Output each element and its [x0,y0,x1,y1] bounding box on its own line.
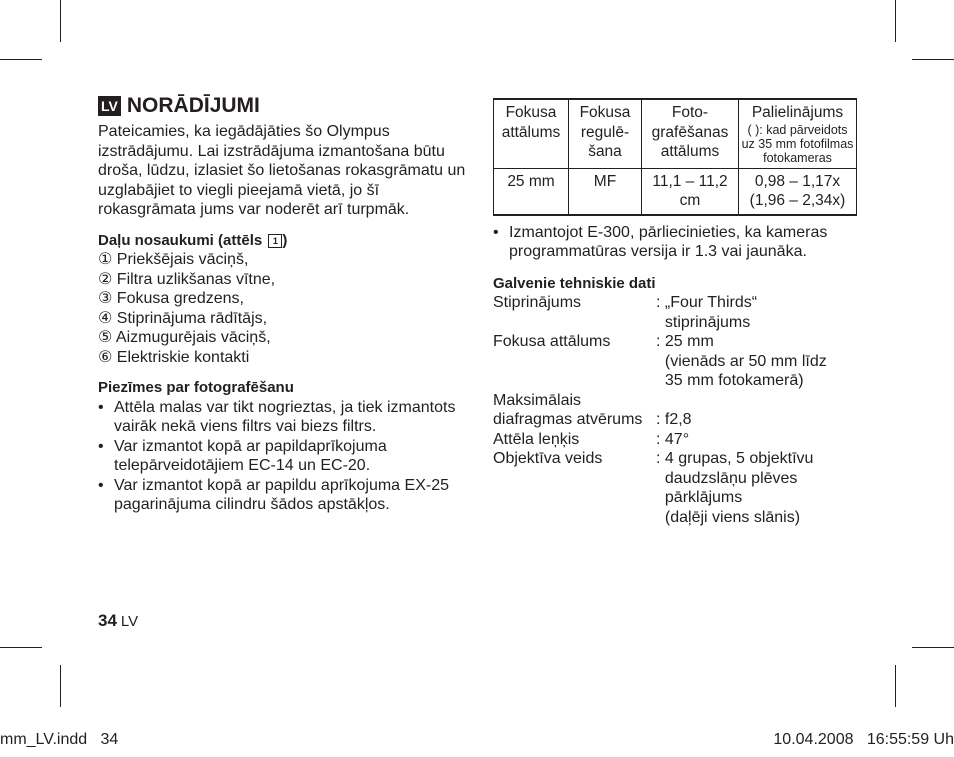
crop-mark [0,59,42,60]
spec-label: Maksimālais [493,391,582,409]
list-item: ⑤ Aizmugurējais vāciņš, [98,329,271,346]
crop-mark [895,0,896,42]
table-header-cell: Fokusa attālums [494,99,569,168]
intro-paragraph: Pateicamies, ka iegādājāties šo Olympus izstrādājumu. Lai izstrādājuma izmantošana būtu droša, lūdzu, izlasiet šo lietošanas rokasgrāmatu un uzglabājiet to viegli pieejamā vietā, jo šī rokasgrāmata jums var noderēt arī turpmāk. [98,123,466,218]
table-row [494,168,857,215]
spec-value: : 47° [656,430,690,448]
spec-label [493,371,656,391]
page-lang: LV [120,613,139,630]
page-title [98,92,468,120]
left-column [98,92,468,515]
list-item: ② Filtra uzlikšanas vītne, [98,270,276,288]
notes-list [98,398,468,515]
spec-label: Fokusa attālums [493,333,611,350]
spec-value: : „Four Thirds“ [656,294,758,311]
list-item: ⑥ Elektriskie kontakti [98,348,250,366]
table-header-cell [739,99,857,168]
crop-mark [60,665,61,707]
figure-ref-icon: 1 [268,234,282,248]
header-note: ( ): kad pārveidots uz 35 mm fotofilmas fotokameras [741,122,854,165]
list-item: ③ Fokusa gredzens, [98,290,244,307]
list-item [98,476,468,515]
table-header-cell: Foto-grafēšanas attālums [642,99,739,168]
bullet-icon: • [493,223,499,241]
parts-heading-end: ) [282,231,288,249]
page-number-value: 34 [98,611,117,630]
parts-heading-text: Daļu nosaukumi (attēls [98,231,267,249]
table-note [493,223,857,262]
table-cell: MF [569,168,642,215]
spec-value: 35 mm fotokamerā) [656,372,804,389]
crop-mark [912,59,954,60]
print-footer-datetime: 10.04.2008 16:55:59 Uh [773,731,954,748]
spec-label: Attēla leņķis [493,430,580,448]
bullet-icon: • [98,437,104,455]
spec-value: pārklājums [656,489,743,506]
table-header-cell: Fokusa regulē-šana [569,99,642,168]
note-text: Var izmantot kopā ar papildaprīkojuma telepārveidotājiem EC-14 un EC-20. [114,437,387,474]
spec-value: stiprinājums [656,313,751,331]
right-column [493,98,857,527]
notes-heading: Piezīmes par fotografēšanu [98,379,294,396]
header-label: Palielinājums [751,104,844,121]
list-item: ④ Stiprinājuma rādītājs, [98,309,268,327]
table-cell: 0,98 – 1,17x (1,96 – 2,34x) [739,168,857,215]
magnification-table [493,98,857,216]
spec-label: Stiprinājums [493,294,582,311]
list-item [98,437,468,476]
spec-label: Objektīva veids [493,450,603,467]
spec-label [493,488,656,508]
title-text: NORĀDĪJUMI [126,94,260,117]
spec-label [493,508,656,528]
table-header-row [494,99,857,168]
bullet-icon: • [98,398,104,416]
spec-label [493,469,656,489]
language-badge: LV [98,96,121,116]
spec-value: : 4 grupas, 5 objektīvu [656,450,814,467]
table-cell: 25 mm [494,168,569,215]
spec-value [656,391,856,411]
table-note-text: Izmantojot E-300, pārliecinieties, ka kameras programmatūras versija ir 1.3 vai jaunāka. [509,223,828,260]
spec-value: (daļēji viens slānis) [656,508,801,526]
parts-list [98,250,468,367]
list-item: ① Priekšējais vāciņš, [98,251,249,268]
specs-heading: Galvenie tehniskie dati [493,274,656,292]
spec-label: diafragmas atvērums [493,411,643,428]
list-item [98,398,468,437]
table-cell: 11,1 – 11,2 cm [642,168,739,215]
print-footer-file: mm_LV.indd 34 [0,731,119,748]
spec-value: (vienāds ar 50 mm līdz [656,352,827,370]
crop-mark [895,665,896,707]
spec-value: : 25 mm [656,333,714,350]
spec-value: : f2,8 [656,411,692,428]
specs-list [493,293,857,527]
spec-value: daudzslāņu plēves [656,469,798,487]
bullet-icon: • [98,476,104,494]
spec-label [493,352,656,372]
parts-heading [98,231,468,251]
note-text: Attēla malas var tikt nogrieztas, ja tiek izmantots vairāk nekā viens filtrs vai biezs filtrs. [114,398,456,435]
crop-mark [60,0,61,42]
crop-mark [0,647,42,648]
spec-label [493,313,656,333]
crop-mark [912,647,954,648]
note-text: Var izmantot kopā ar papildu aprīkojuma EX-25 pagarinājuma cilindru šādos apstākļos. [114,476,449,513]
page-number [98,611,138,631]
